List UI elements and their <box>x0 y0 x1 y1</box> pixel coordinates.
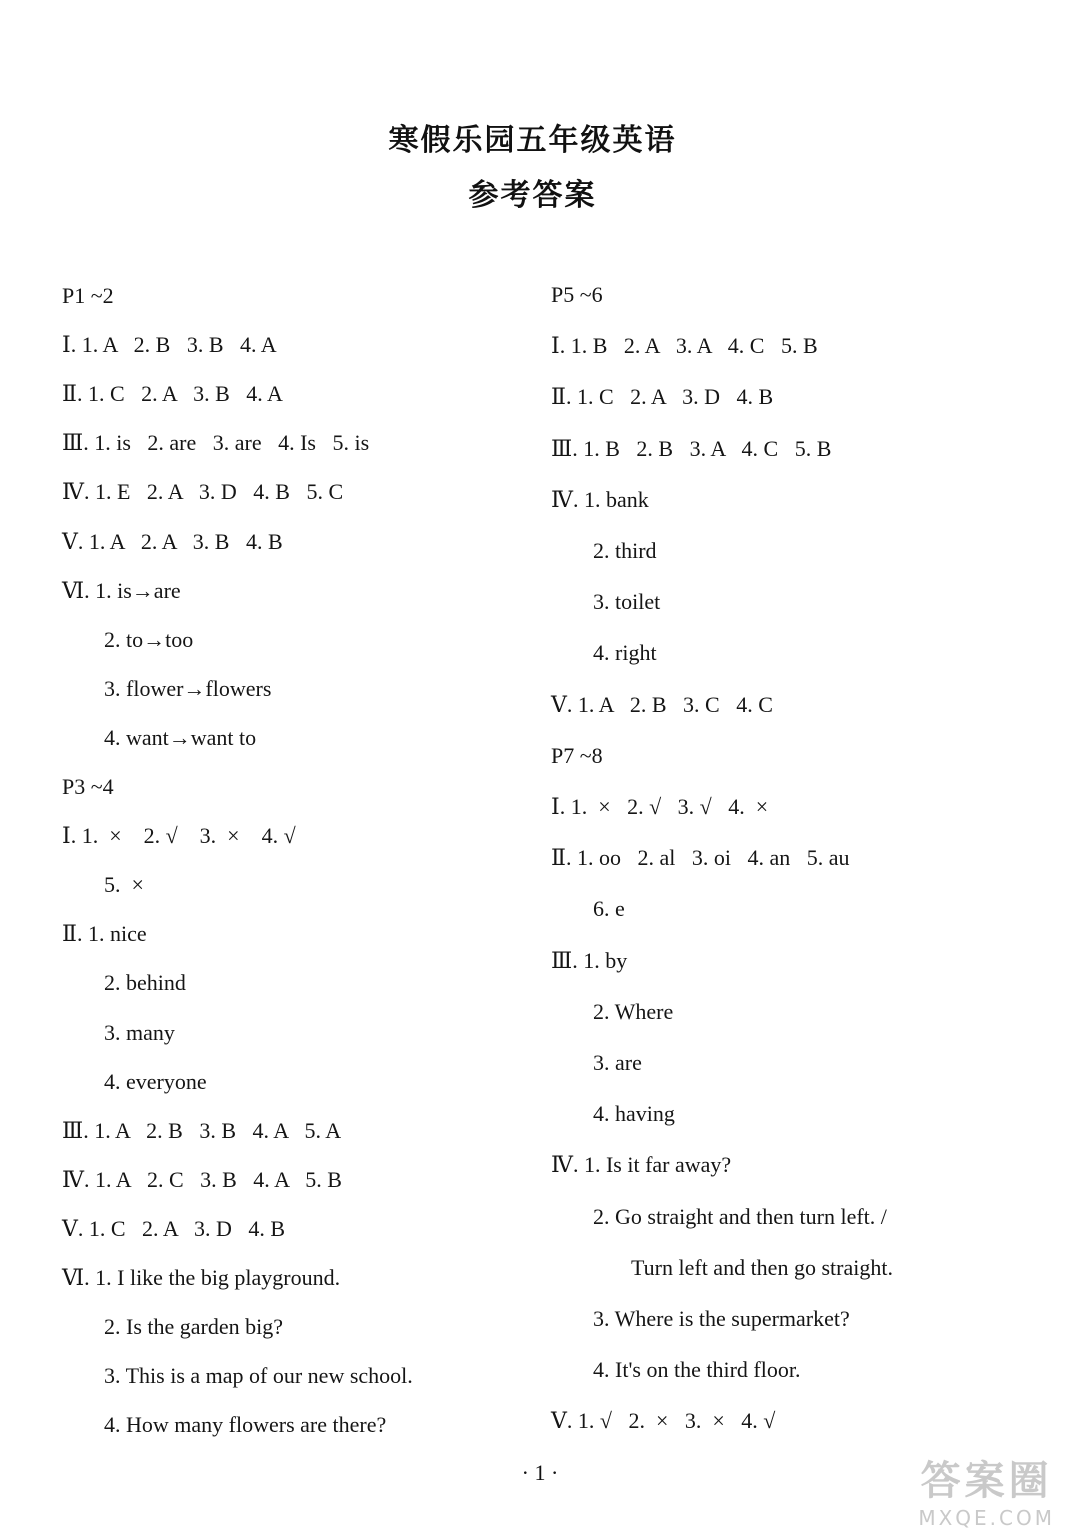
answer-line: Ⅵ. 1. I like the big playground. <box>62 1265 341 1290</box>
answer-line: Ⅱ. 1. oo 2. al 3. oi 4. an 5. au <box>551 845 850 871</box>
answer-line: Ⅳ. 1. Is it far away? <box>551 1152 732 1178</box>
document-subtitle: 参考答案 <box>468 178 597 213</box>
answer-line: 4. How many flowers are there? <box>104 1412 387 1438</box>
answer-line: Ⅲ. 1. is 2. are 3. are 4. Is 5. is <box>62 430 370 456</box>
answer-line: 4. It's on the third floor. <box>593 1357 801 1383</box>
answer-line: Ⅳ. 1. A 2. C 3. B 4. A 5. B <box>62 1166 342 1192</box>
answer-line: 3. Where is the supermarket? <box>593 1306 850 1331</box>
answer-line: Ⅱ. 1. C 2. A 3. D 4. B <box>551 384 774 410</box>
page-number: · 1 · <box>521 1460 559 1485</box>
answer-line: Ⅱ. 1. nice <box>62 921 147 947</box>
answer-line: 2. to→too <box>104 626 194 652</box>
answer-line: Turn left and then go straight. <box>631 1254 893 1280</box>
answer-line: P1 ~2 <box>62 283 114 308</box>
answer-line: 2. Go straight and then turn left. / <box>593 1203 887 1229</box>
answer-line: Ⅳ. 1. E 2. A 3. D 4. B 5. C <box>62 479 344 505</box>
answer-line: Ⅴ. 1. A 2. B 3. C 4. C <box>551 691 773 717</box>
answer-line: 2. third <box>593 538 657 563</box>
answer-line: Ⅰ. 1. A 2. B 3. B 4. A <box>62 332 277 358</box>
answer-line: 2. Where <box>593 998 674 1024</box>
watermark-main: 答案圈 <box>920 1458 1053 1504</box>
answer-line: Ⅲ. 1. A 2. B 3. B 4. A 5. A <box>62 1117 342 1143</box>
document-title: 寒假乐园五年级英语 <box>388 123 677 158</box>
answer-line: Ⅲ. 1. B 2. B 3. A 4. C 5. B <box>551 435 832 461</box>
answer-line: Ⅴ. 1. C 2. A 3. D 4. B <box>62 1215 286 1241</box>
watermark-sub: MXQE.COM <box>918 1506 1055 1530</box>
answer-line: P5 ~6 <box>551 282 603 307</box>
answer-line: Ⅴ. 1. A 2. A 3. B 4. B <box>62 528 283 554</box>
answer-line: 4. everyone <box>104 1068 207 1094</box>
answer-line: 3. This is a map of our new school. <box>104 1363 413 1389</box>
answer-line: 3. are <box>593 1050 642 1075</box>
answer-line: Ⅰ. 1. B 2. A 3. A 4. C 5. B <box>551 333 818 359</box>
watermark-logo <box>918 1449 1055 1530</box>
answer-line: 5. × <box>104 872 144 898</box>
answer-line: 6. e <box>593 896 625 922</box>
answer-line: Ⅲ. 1. by <box>551 947 628 973</box>
answer-line: Ⅰ. 1. × 2. √ 3. √ 4. × <box>551 794 769 819</box>
answer-line: Ⅱ. 1. C 2. A 3. B 4. A <box>62 381 283 407</box>
answer-line: 3. many <box>104 1019 175 1045</box>
answer-line: 3. toilet <box>593 589 661 615</box>
answer-line: 2. Is the garden big? <box>104 1314 283 1340</box>
answer-line: P3 ~4 <box>62 774 114 799</box>
answer-line: 3. flower→flowers <box>104 675 272 701</box>
answer-line: Ⅵ. 1. is→are <box>62 577 181 603</box>
answer-line: Ⅴ. 1. √ 2. × 3. × 4. √ <box>551 1408 776 1434</box>
answer-line: 2. behind <box>104 970 186 996</box>
answer-line: 4. right <box>593 640 657 666</box>
answer-line: Ⅳ. 1. bank <box>551 486 649 512</box>
answer-line: 4. want→want to <box>104 724 257 750</box>
answer-line: 4. having <box>593 1101 675 1127</box>
answer-line: Ⅰ. 1. × 2. √ 3. × 4. √ <box>62 823 296 849</box>
answer-line: P7 ~8 <box>551 742 603 768</box>
